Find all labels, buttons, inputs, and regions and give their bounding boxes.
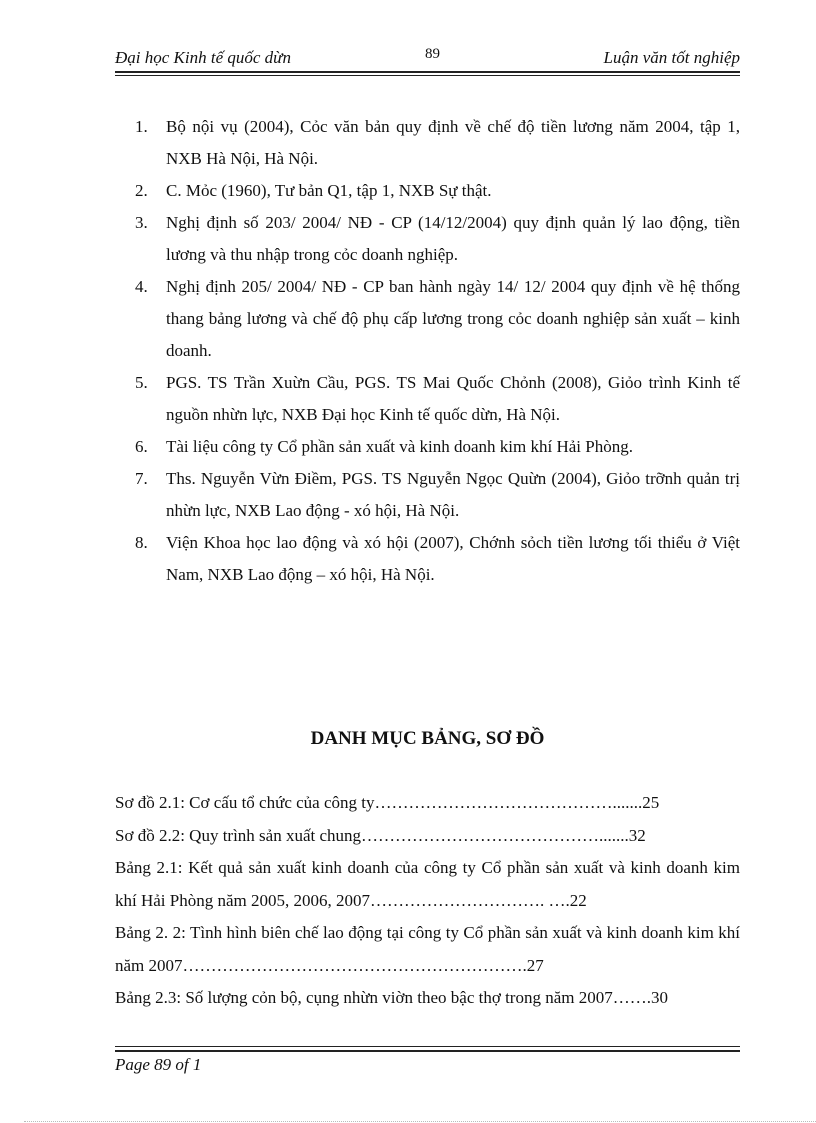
toc-entry: Bảng 2.3: Số lượng cỏn bộ, cụng nhừn viờn theo bậc thợ trong năm 2007…….30 — [115, 988, 668, 1007]
reference-item — [135, 111, 740, 175]
reference-number: 2. — [135, 181, 148, 200]
reference-list — [135, 111, 740, 591]
reference-number: 1. — [135, 117, 148, 136]
reference-text: PGS. TS Trần Xuừn Cầu, PGS. TS Mai Quốc Chỏnh (2008), Giỏo trình Kinh tế nguồn nhừn lực, NXB Đại học Kinh tế quốc dừn, Hà Nội. — [166, 373, 740, 424]
page-edge-dotted-line — [24, 1121, 816, 1122]
reference-item — [135, 431, 740, 463]
reference-number: 7. — [135, 469, 148, 488]
reference-number: 3. — [135, 213, 148, 232]
toc-entry: Sơ đồ 2.2: Quy trình sản xuất chung…………………………………….......32 — [115, 825, 646, 845]
reference-number: 6. — [135, 437, 148, 456]
header-rule-thin — [115, 75, 740, 76]
reference-text: C. Mỏc (1960), Tư bản Q1, tập 1, NXB Sự thật. — [166, 181, 492, 200]
reference-item — [135, 271, 740, 367]
reference-number: 5. — [135, 373, 148, 392]
page-header — [115, 48, 740, 70]
toc-entry: Sơ đồ 2.1: Cơ cấu tổ chức của công ty…………………………………….......25 — [115, 793, 660, 812]
reference-text: Ths. Nguyễn Vừn Điềm, PGS. TS Nguyễn Ngọc Quừn (2004), Giỏo trỡnh quản trị nhừn lực, NXB Lao động - xó hội, Hà Nội. — [166, 469, 740, 520]
reference-number: 8. — [135, 533, 148, 552]
footer-rule-thick — [115, 1050, 740, 1052]
reference-text: Viện Khoa học lao động và xó hội (2007), Chớnh sỏch tiền lương tối thiểu ở Việt Nam, NXB Lao động – xó hội, Hà Nội. — [166, 533, 740, 584]
toc-entry: Bảng 2.1: Kết quả sản xuất kinh doanh của công ty Cổ phần sản xuất và kinh doanh kim khí Hải Phòng năm 2005, 2006, 2007…………………………. ….22 — [115, 858, 740, 910]
header-university: Đại học Kinh tế quốc dừn — [115, 48, 291, 67]
table-of-figures — [115, 787, 740, 1015]
reference-item — [135, 175, 740, 207]
reference-item — [135, 207, 740, 271]
reference-item — [135, 463, 740, 527]
header-page-number: 89 — [425, 46, 440, 62]
section-title: DANH MỤC BẢNG, SƠ ĐỒ — [310, 728, 545, 749]
toc-entry: Bảng 2. 2: Tình hình biên chế lao động tại công ty Cổ phần sản xuất và kinh doanh kim khí năm 2007…………………………………………………….27 — [115, 923, 740, 975]
page-footer: Page 89 of 1 — [115, 1055, 202, 1074]
footer-rule-thin — [115, 1046, 740, 1047]
reference-item — [135, 527, 740, 591]
reference-item — [135, 367, 740, 431]
reference-text: Nghị định 205/ 2004/ NĐ - CP ban hành ngày 14/ 12/ 2004 quy định về hệ thống thang bảng lương và chế độ phụ cấp lương trong cỏc doanh nghiệp sản xuất – kinh doanh. — [166, 277, 740, 360]
reference-text: Tài liệu công ty Cổ phần sản xuất và kinh doanh kim khí Hải Phòng. — [166, 437, 633, 456]
reference-text: Bộ nội vụ (2004), Cỏc văn bản quy định về chế độ tiền lương năm 2004, tập 1, NXB Hà Nội, Hà Nội. — [166, 117, 740, 168]
header-rule-thick — [115, 71, 740, 73]
reference-text: Nghị định số 203/ 2004/ NĐ - CP (14/12/2004) quy định quản lý lao động, tiền lương và thu nhập trong cỏc doanh nghiệp. — [166, 213, 740, 264]
header-thesis-label: Luận văn tốt nghiệp — [603, 48, 740, 67]
reference-number: 4. — [135, 277, 148, 296]
